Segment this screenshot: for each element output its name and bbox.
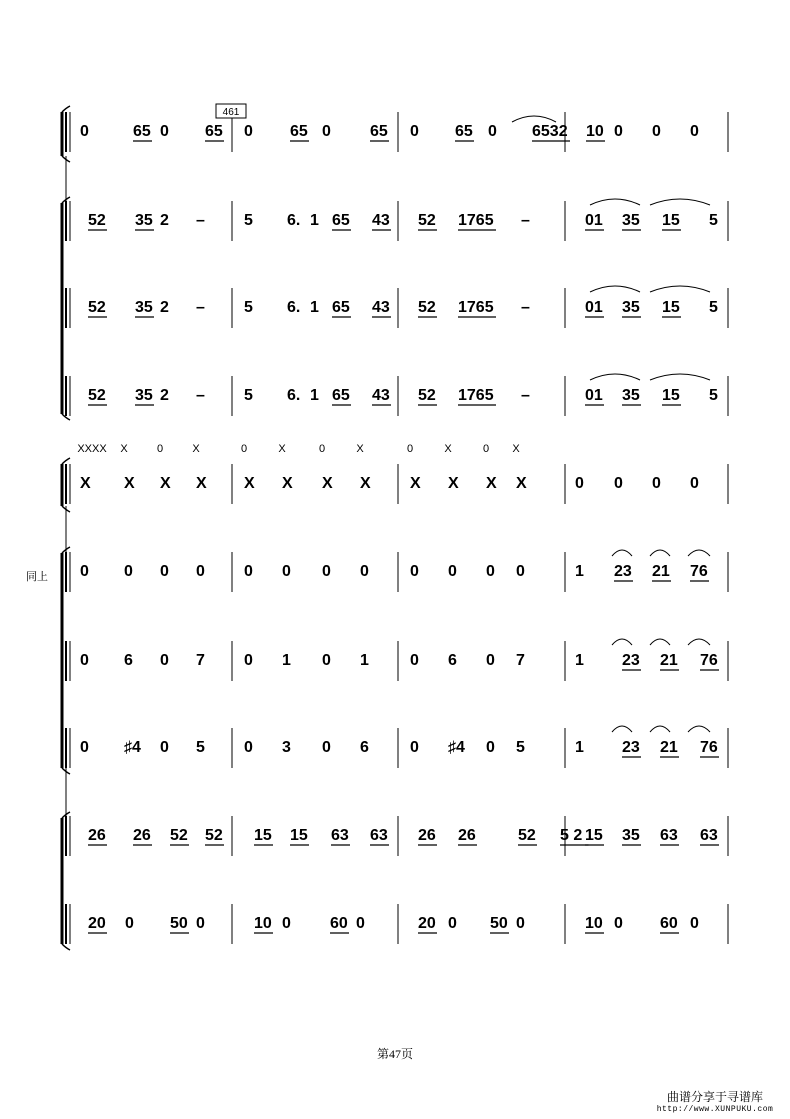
note-token: 1 bbox=[310, 299, 319, 316]
note-token: 0 bbox=[448, 563, 457, 580]
note-token: X bbox=[244, 475, 255, 492]
perc-xxxx: XXXX bbox=[77, 443, 107, 455]
note-token: 15 bbox=[585, 827, 603, 844]
perc-m3-b2: X bbox=[444, 443, 452, 455]
slur bbox=[590, 199, 640, 205]
note-token: 26 bbox=[88, 827, 106, 844]
note-token: 01 bbox=[585, 387, 603, 404]
note-token: 1 bbox=[360, 652, 369, 669]
note-token: 0 bbox=[80, 563, 89, 580]
note-token: 26 bbox=[133, 827, 151, 844]
note-token: 15 bbox=[254, 827, 272, 844]
note-token: 6532 bbox=[532, 123, 568, 140]
note-token: X bbox=[410, 475, 421, 492]
note-token: 6. bbox=[287, 299, 301, 316]
note-token: 63 bbox=[660, 827, 678, 844]
note-token: 0 bbox=[160, 563, 169, 580]
note-token: 0 bbox=[448, 915, 457, 932]
note-token: X bbox=[124, 475, 135, 492]
note-token: 0 bbox=[160, 739, 169, 756]
note-token: 65 bbox=[332, 299, 350, 316]
perc-m2-b4: X bbox=[356, 443, 364, 455]
note-token: 1 bbox=[310, 387, 319, 404]
note-token: 76 bbox=[700, 739, 718, 756]
note-token: 35 bbox=[135, 212, 153, 229]
note-token: 5 bbox=[709, 212, 718, 229]
note-token: 0 bbox=[244, 563, 253, 580]
note-token: 52 bbox=[88, 299, 106, 316]
note-token: X bbox=[486, 475, 497, 492]
note-token: 0 bbox=[614, 475, 623, 492]
perc-m3-b1: 0 bbox=[406, 443, 414, 455]
note-token: – bbox=[196, 387, 205, 404]
note-token: 0 bbox=[196, 915, 205, 932]
note-token: 01 bbox=[585, 212, 603, 229]
watermark-url: http://www.XUNPUKU.com bbox=[656, 1105, 774, 1114]
note-token: 1765 bbox=[458, 299, 494, 316]
slur bbox=[688, 550, 710, 556]
note-token: 52 bbox=[88, 387, 106, 404]
note-token: 76 bbox=[690, 563, 708, 580]
note-token: – bbox=[196, 299, 205, 316]
perc-m3-b3: 0 bbox=[482, 443, 490, 455]
note-token: 52 bbox=[418, 387, 436, 404]
note-token: X bbox=[160, 475, 171, 492]
note-token: 1765 bbox=[458, 212, 494, 229]
slur bbox=[590, 286, 640, 292]
note-token: 7 bbox=[516, 652, 525, 669]
note-token: X bbox=[196, 475, 207, 492]
note-token: 52 bbox=[418, 299, 436, 316]
perc-m1-b2: X bbox=[120, 443, 128, 455]
note-token: 1 bbox=[575, 652, 584, 669]
note-token: 0 bbox=[244, 123, 253, 140]
note-token: 21 bbox=[660, 739, 678, 756]
note-token: 0 bbox=[124, 563, 133, 580]
note-token: 1765 bbox=[458, 387, 494, 404]
note-token: 6. bbox=[287, 212, 301, 229]
note-token: 0 bbox=[244, 652, 253, 669]
note-token: 10 bbox=[586, 123, 604, 140]
note-token: 35 bbox=[622, 212, 640, 229]
note-token: 0 bbox=[410, 739, 419, 756]
perc-m2-b3: 0 bbox=[318, 443, 326, 455]
slur bbox=[612, 639, 632, 645]
note-token: 35 bbox=[622, 827, 640, 844]
note-token: 1 bbox=[282, 652, 291, 669]
note-token: 5 bbox=[709, 387, 718, 404]
note-token: 7 bbox=[196, 652, 205, 669]
note-token: 6 bbox=[124, 652, 133, 669]
note-token: 01 bbox=[585, 299, 603, 316]
note-token: 23 bbox=[614, 563, 632, 580]
note-token: – bbox=[521, 299, 530, 316]
note-token: 35 bbox=[622, 299, 640, 316]
note-token: 43 bbox=[372, 299, 390, 316]
note-token: 50 bbox=[490, 915, 508, 932]
note-token: 10 bbox=[254, 915, 272, 932]
note-token: 65 bbox=[290, 123, 308, 140]
perc-m2-b1: 0 bbox=[240, 443, 248, 455]
note-token: 0 bbox=[160, 652, 169, 669]
note-token: 0 bbox=[356, 915, 365, 932]
note-token: X bbox=[322, 475, 333, 492]
note-token: 2 bbox=[160, 387, 169, 404]
note-token: 52 bbox=[518, 827, 536, 844]
note-token: 0 bbox=[690, 123, 699, 140]
note-token: 0 bbox=[282, 563, 291, 580]
slur bbox=[650, 726, 670, 732]
note-token: 60 bbox=[660, 915, 678, 932]
note-token: 5 bbox=[516, 739, 525, 756]
note-token: 0 bbox=[322, 739, 331, 756]
page-number: 第47页 bbox=[376, 1047, 413, 1061]
watermark bbox=[640, 1088, 790, 1114]
note-token: X bbox=[448, 475, 459, 492]
note-token: 0 bbox=[516, 563, 525, 580]
note-token: 52 bbox=[418, 212, 436, 229]
note-token: 43 bbox=[372, 212, 390, 229]
note-token: 63 bbox=[700, 827, 718, 844]
note-token: – bbox=[521, 212, 530, 229]
note-token: 60 bbox=[330, 915, 348, 932]
note-token: 0 bbox=[690, 915, 699, 932]
note-token: – bbox=[521, 387, 530, 404]
slur bbox=[650, 550, 670, 556]
slur bbox=[612, 726, 632, 732]
note-token: 0 bbox=[244, 739, 253, 756]
note-token: 0 bbox=[125, 915, 134, 932]
note-token: 1 bbox=[575, 739, 584, 756]
note-token: 15 bbox=[662, 212, 680, 229]
note-token: 35 bbox=[135, 299, 153, 316]
note-token: 0 bbox=[196, 563, 205, 580]
perc-m3-b4: X bbox=[512, 443, 520, 455]
note-token: 0 bbox=[322, 123, 331, 140]
note-token: X bbox=[516, 475, 527, 492]
note-token: 21 bbox=[652, 563, 670, 580]
note-token: 0 bbox=[360, 563, 369, 580]
slur bbox=[688, 726, 710, 732]
rehearsal-mark: 461 bbox=[222, 107, 240, 118]
note-token: 0 bbox=[322, 652, 331, 669]
note-token: 5 bbox=[244, 299, 253, 316]
notes-layer bbox=[80, 123, 718, 932]
note-token: 63 bbox=[370, 827, 388, 844]
note-token: 0 bbox=[410, 652, 419, 669]
note-token: 15 bbox=[290, 827, 308, 844]
note-token: 3 bbox=[282, 739, 291, 756]
note-token: 52 bbox=[205, 827, 223, 844]
note-token: – bbox=[196, 212, 205, 229]
slur bbox=[688, 639, 710, 645]
note-token: 0 bbox=[486, 563, 495, 580]
note-token: 52 bbox=[170, 827, 188, 844]
slur bbox=[612, 550, 632, 556]
note-token: 15 bbox=[662, 387, 680, 404]
marks-layer bbox=[88, 116, 719, 933]
note-token: 0 bbox=[80, 123, 89, 140]
note-token: 21 bbox=[660, 652, 678, 669]
note-token: 0 bbox=[575, 475, 584, 492]
note-token: 5 bbox=[244, 212, 253, 229]
slur bbox=[650, 199, 710, 205]
note-token: 65 bbox=[205, 123, 223, 140]
note-token: 26 bbox=[458, 827, 476, 844]
note-token: 2 bbox=[160, 299, 169, 316]
note-token: 65 bbox=[455, 123, 473, 140]
note-token: 0 bbox=[488, 123, 497, 140]
note-token: 0 bbox=[652, 123, 661, 140]
same-as-above-label: 同上 bbox=[26, 571, 48, 583]
note-token: 35 bbox=[622, 387, 640, 404]
note-token: 0 bbox=[614, 123, 623, 140]
note-token: ♯4 bbox=[124, 739, 141, 756]
slur bbox=[650, 286, 710, 292]
note-token: 0 bbox=[80, 652, 89, 669]
note-token: 0 bbox=[690, 475, 699, 492]
note-token: 0 bbox=[160, 123, 169, 140]
note-token: 65 bbox=[332, 387, 350, 404]
note-token: 6 bbox=[360, 739, 369, 756]
note-token: X bbox=[282, 475, 293, 492]
note-token: X bbox=[360, 475, 371, 492]
note-token: 63 bbox=[331, 827, 349, 844]
slur bbox=[650, 374, 710, 380]
note-token: ♯4 bbox=[448, 739, 465, 756]
perc-m1-b3: 0 bbox=[156, 443, 164, 455]
note-token: 23 bbox=[622, 652, 640, 669]
note-token: 15 bbox=[662, 299, 680, 316]
note-token: 0 bbox=[486, 739, 495, 756]
slur bbox=[650, 639, 670, 645]
note-token: 65 bbox=[133, 123, 151, 140]
slur bbox=[590, 374, 640, 380]
note-token: 65 bbox=[332, 212, 350, 229]
note-token: 6 bbox=[448, 652, 457, 669]
note-token: 5 bbox=[709, 299, 718, 316]
note-token: 0 bbox=[516, 915, 525, 932]
note-token: 43 bbox=[372, 387, 390, 404]
note-token: 0 bbox=[410, 123, 419, 140]
note-token: 76 bbox=[700, 652, 718, 669]
note-token: 1 bbox=[575, 563, 584, 580]
note-token: 2 bbox=[160, 212, 169, 229]
note-token: 52 bbox=[88, 212, 106, 229]
perc-m2-b2: X bbox=[278, 443, 286, 455]
note-token: 26 bbox=[418, 827, 436, 844]
note-token: 0 bbox=[322, 563, 331, 580]
note-token: 0 bbox=[652, 475, 661, 492]
note-token: 0 bbox=[410, 563, 419, 580]
note-token: 50 bbox=[170, 915, 188, 932]
note-token: 5 bbox=[196, 739, 205, 756]
note-token: 20 bbox=[418, 915, 436, 932]
note-token: 10 bbox=[585, 915, 603, 932]
note-token: 5 bbox=[244, 387, 253, 404]
staff-lines bbox=[62, 106, 728, 950]
note-token: 0 bbox=[282, 915, 291, 932]
note-token: 0 bbox=[486, 652, 495, 669]
note-token: 1 bbox=[310, 212, 319, 229]
note-token: X bbox=[80, 475, 91, 492]
slur bbox=[512, 116, 556, 122]
perc-m1-b4: X bbox=[192, 443, 200, 455]
note-token: 5 2 bbox=[560, 827, 583, 844]
note-token: 23 bbox=[622, 739, 640, 756]
note-token: 0 bbox=[80, 739, 89, 756]
note-token: 35 bbox=[135, 387, 153, 404]
note-token: 0 bbox=[614, 915, 623, 932]
note-token: 20 bbox=[88, 915, 106, 932]
note-token: 65 bbox=[370, 123, 388, 140]
watermark-title: 曲谱分享于寻谱库 bbox=[666, 1090, 763, 1104]
note-token: 6. bbox=[287, 387, 301, 404]
